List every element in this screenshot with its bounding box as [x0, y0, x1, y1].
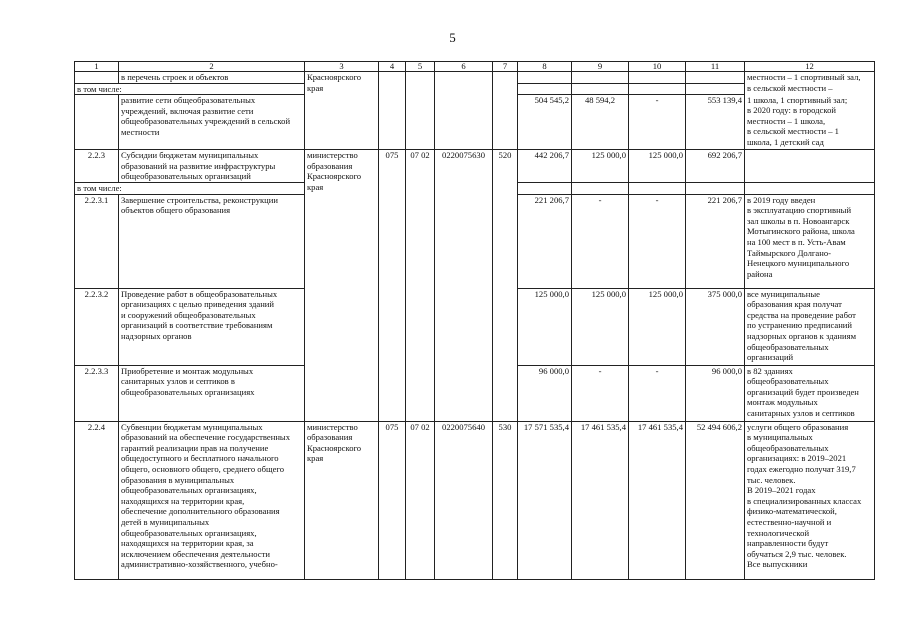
row-description: в перечень строек и объектов	[119, 72, 305, 84]
column-header: 1	[75, 62, 119, 72]
column-header: 8	[518, 62, 572, 72]
table-row	[75, 95, 875, 150]
value-total: 96 000,0	[686, 365, 745, 421]
value-2021: 125 000,0	[629, 150, 686, 183]
row-note: в 82 зданиях общеобразовательных организаций будет произведен монтаж модульных санитарных узлов и септиков	[745, 365, 875, 421]
row-number: 2.2.3	[75, 150, 119, 183]
row-description: Субвенции бюджетам муниципальных образований на обеспечение государственных гарантий реализации прав на получение общедоступного и бесплатного начального общего, основного общего, среднего общего образования в муниципальных общеобразовательных организациях, находящихся на территории края, обеспечение дополнительного образования детей в муниципальных общеобразовательных организациях, находящихся на территории края, за исключением обеспечения деятельности административно-хозяйственного, учебно-	[119, 421, 305, 579]
value-2019: 96 000,0	[518, 365, 572, 421]
column-header: 9	[572, 62, 629, 72]
row-note: все муниципальные образования края получат средства на проведение работ по устранению предписаний надзорных органов к зданиям общеобразовательных организаций	[745, 288, 875, 365]
table-row	[75, 194, 875, 288]
row-description: Проведение работ в общеобразовательных организациях с целью приведения зданий и сооружений общеобразовательных организаций в соответствие требованиям надзорных органов	[119, 288, 305, 365]
value-2020: 125 000,0	[572, 150, 629, 183]
program-table	[74, 61, 875, 580]
row-note: местности – 1 спортивный зал,	[745, 72, 875, 84]
table-row	[75, 182, 875, 194]
table-row	[75, 83, 875, 95]
value-total: 221 206,7	[686, 194, 745, 288]
row-rzpr: 07 02	[406, 150, 435, 183]
row-description: развитие сети общеобразовательных учреждений, включая развитие сети общеобразовательных учреждений в сельской местности	[119, 95, 305, 150]
row-vr: 530	[493, 421, 518, 579]
value-2020: 48 594,2	[572, 95, 629, 150]
page-number: 5	[449, 30, 456, 45]
row-administrator: министерство образования Красноярского края	[305, 150, 379, 194]
row-description: Завершение строительства, реконструкции объектов общего образования	[119, 194, 305, 288]
value-2020: 125 000,0	[572, 288, 629, 365]
value-2019: 125 000,0	[518, 288, 572, 365]
row-note: услуги общего образования в муниципальных общеобразовательных организациях: в 2019–2021 годах ежегодно получат 319,7 тыс. человек. В 2019–2021 годах в специализированных классах физико-математической, естественно-научной и технологической направленности будут обучаться 2,9 тыс. человек. Все выпускники	[745, 421, 875, 579]
value-2019: 442 206,7	[518, 150, 572, 183]
value-2020: -	[572, 194, 629, 288]
row-administrator: Красноярского	[305, 72, 379, 84]
value-2021: -	[629, 95, 686, 150]
value-2020: -	[572, 365, 629, 421]
column-header: 12	[745, 62, 875, 72]
including-label: в том числе:	[75, 182, 305, 194]
row-description: Приобретение и монтаж модульных санитарных узлов и септиков в общеобразовательных организациях	[119, 365, 305, 421]
table-row	[75, 72, 875, 84]
value-2020: 17 461 535,4	[572, 421, 629, 579]
value-2021: -	[629, 194, 686, 288]
table-row	[75, 365, 875, 421]
column-header: 10	[629, 62, 686, 72]
column-header: 11	[686, 62, 745, 72]
value-total: 375 000,0	[686, 288, 745, 365]
row-grbs: 075	[379, 421, 406, 579]
row-description: Субсидии бюджетам муниципальных образований на развитие инфраструктуры общеобразовательных организаций	[119, 150, 305, 183]
table-row	[75, 150, 875, 183]
row-csr: 0220075630	[435, 150, 493, 183]
value-total: 52 494 606,2	[686, 421, 745, 579]
row-csr: 0220075640	[435, 421, 493, 579]
column-header: 3	[305, 62, 379, 72]
row-number: 2.2.3.2	[75, 288, 119, 365]
row-vr: 520	[493, 150, 518, 183]
value-2019: 221 206,7	[518, 194, 572, 288]
value-2021: -	[629, 365, 686, 421]
value-2021: 17 461 535,4	[629, 421, 686, 579]
value-2021: 125 000,0	[629, 288, 686, 365]
column-header: 4	[379, 62, 406, 72]
table-row	[75, 421, 875, 579]
value-total: 692 206,7	[686, 150, 745, 183]
value-2019: 504 545,2	[518, 95, 572, 150]
value-total: 553 139,4	[686, 95, 745, 150]
including-label: в том числе:	[75, 83, 305, 95]
column-header: 5	[406, 62, 435, 72]
column-number-row	[75, 62, 875, 72]
column-header: 7	[493, 62, 518, 72]
column-header: 2	[119, 62, 305, 72]
row-number: 2.2.3.1	[75, 194, 119, 288]
row-note: в 2019 году введен в эксплуатацию спортивный зал школы в п. Новоангарск Мотыгинского района, школа на 100 мест в п. Усть-Авам Таймырского Долгано- Ненецкого муниципального района	[745, 194, 875, 288]
row-note: 1 школа, 1 спортивный зал; в 2020 году: в городской местности – 1 школа, в сельской местности – 1 школа, 1 детский сад	[745, 95, 875, 150]
row-grbs: 075	[379, 150, 406, 183]
row-number: 2.2.3.3	[75, 365, 119, 421]
row-note: в сельской местности –	[745, 83, 875, 95]
value-2019: 17 571 535,4	[518, 421, 572, 579]
row-rzpr: 07 02	[406, 421, 435, 579]
table-row	[75, 288, 875, 365]
row-number: 2.2.4	[75, 421, 119, 579]
row-administrator: края	[305, 83, 379, 95]
column-header: 6	[435, 62, 493, 72]
row-administrator: министерство образования Красноярского края	[305, 421, 379, 579]
